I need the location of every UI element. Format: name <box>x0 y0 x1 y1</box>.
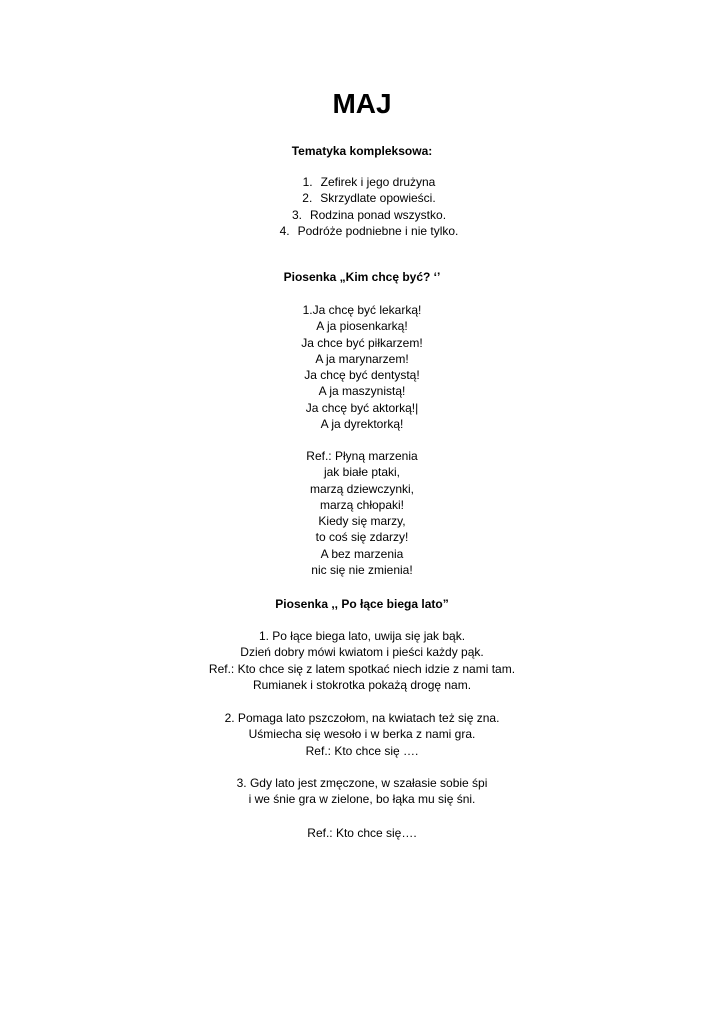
list-item-text: Zefirek i jego drużyna <box>320 175 436 189</box>
list-item <box>0 207 724 223</box>
page-title: MAJ <box>332 88 392 119</box>
verse-line: 3. Gdy lato jest zmęczone, w szałasie sobie śpi <box>236 776 488 790</box>
refrain-line: nic się nie zmienia! <box>311 563 413 578</box>
refrain-line: to coś się zdarzy! <box>315 530 409 545</box>
themes-heading: Tematyka kompleksowa: <box>291 144 433 158</box>
list-item-number: 1. <box>302 175 313 189</box>
refrain-line: Ref.: Płyną marzenia <box>306 449 418 463</box>
song2-verse2 <box>0 710 724 759</box>
verse-line: A ja marynarzem! <box>315 351 409 366</box>
verse-line: 1.Ja chcę być lekarką! <box>302 303 422 317</box>
verse-line: Ja chcę być dentystą! <box>304 368 420 383</box>
verse-line: Dzień dobry mówi kwiatom i pieści każdy pąk. <box>240 645 484 660</box>
refrain-line: marzą chłopaki! <box>319 497 405 512</box>
verse-line: Ref.: Kto chce się z latem spotkać niech idzie z nami tam. <box>208 661 516 676</box>
verse-line: Ja chcę być aktorką!| <box>305 400 419 415</box>
verse-line: A ja maszynistą! <box>318 384 406 399</box>
list-item-number: 2. <box>302 191 313 206</box>
verse-line: i we śnie gra w zielone, bo łąka mu się śni. <box>248 792 476 807</box>
verse-line: 2. Pomaga lato pszczołom, na kwiatach też się zna. <box>224 711 500 725</box>
song2-verse1 <box>0 628 724 693</box>
list-item <box>0 174 724 190</box>
song2-heading: Piosenka ,, Po łące biega lato” <box>275 597 449 611</box>
themes-list <box>0 174 724 239</box>
song1-heading: Piosenka „Kim chcę być? ‘’ <box>283 270 441 284</box>
list-item-text: Skrzydlate opowieści. <box>320 191 436 206</box>
refrain-line: marzą dziewczynki, <box>309 481 415 496</box>
verse-line: 1. Po łące biega lato, uwija się jak bąk. <box>258 629 466 643</box>
verse-line: Ref.: Kto chce się …. <box>305 743 419 758</box>
song1-refrain <box>0 448 724 578</box>
verse-line: Rumianek i stokrotka pokażą drogę nam. <box>252 677 472 692</box>
list-item-text: Podróże podniebne i nie tylko. <box>297 223 459 238</box>
list-item-number: 4. <box>279 223 290 238</box>
list-item-number: 3. <box>291 207 302 222</box>
refrain-line: A bez marzenia <box>320 546 404 561</box>
list-item <box>0 223 724 239</box>
verse-line: Uśmiecha się wesoło i w berka z nami gra. <box>248 727 476 742</box>
verse-line: A ja dyrektorką! <box>320 417 404 432</box>
list-item-text: Rodzina ponad wszystko. <box>309 207 447 222</box>
verse-line: Ja chce być piłkarzem! <box>301 335 423 350</box>
refrain-line: jak białe ptaki, <box>323 465 401 480</box>
refrain-line: Kiedy się marzy, <box>318 514 406 529</box>
list-item <box>0 190 724 206</box>
verse-line: A ja piosenkarką! <box>316 319 408 334</box>
song1-verse1 <box>0 302 724 432</box>
song2-verse3 <box>0 775 724 808</box>
song2-refrain: Ref.: Kto chce się…. <box>307 826 417 840</box>
